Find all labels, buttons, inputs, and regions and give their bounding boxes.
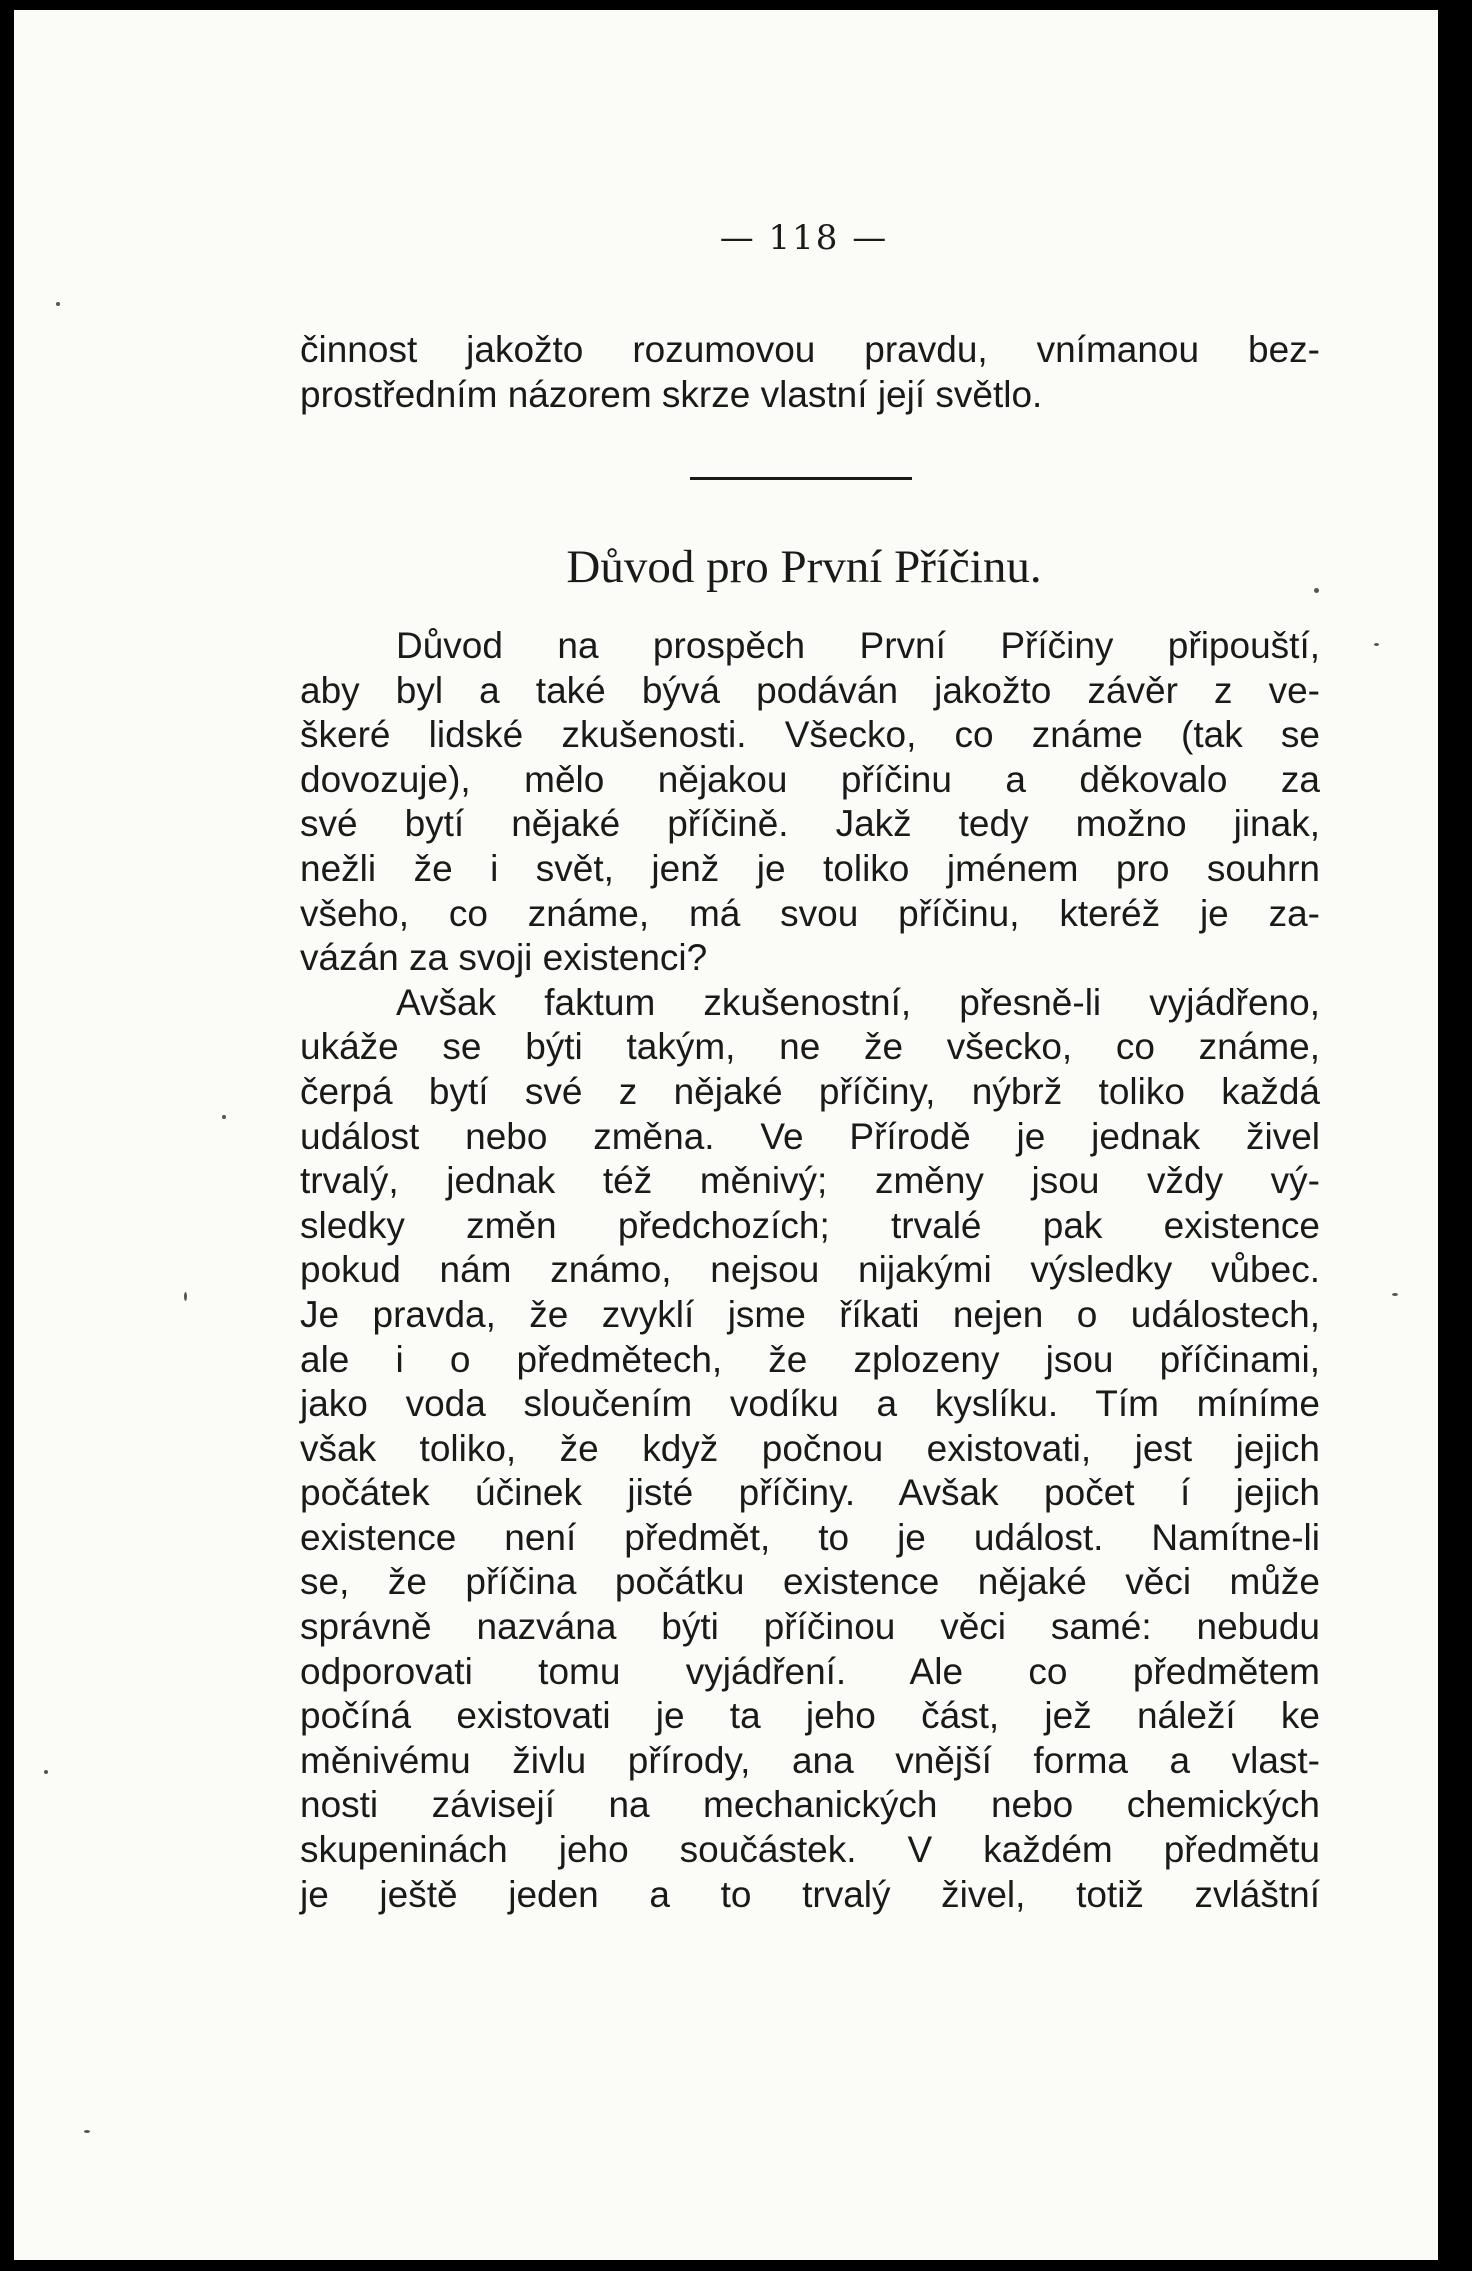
text-line: nosti závisejí na mechanických nebo chemických	[300, 1784, 1320, 1826]
text-line: je ještě jeden a to trvalý živel, totiž zvláštní	[300, 1873, 1320, 1915]
paper-speck	[1314, 588, 1319, 593]
text-line: Avšak faktum zkušenostní, přesně-li vyjádřeno,	[396, 981, 1320, 1023]
text-line: jako voda sloučením vodíku a kyslíku. Tím míníme	[300, 1383, 1320, 1425]
text-line: všeho, co známe, má svou příčinu, kteréž je za-	[300, 892, 1320, 934]
book-page	[14, 10, 1438, 2260]
text-line: trvalý, jednak též měnivý; změny jsou vždy vý-	[300, 1160, 1320, 1202]
text-line: ale i o předmětech, že zplozeny jsou příčinami,	[300, 1338, 1320, 1380]
text-line: se, že příčina počátku existence nějaké věci může	[300, 1561, 1320, 1603]
paper-speck	[1374, 643, 1379, 646]
section-heading: Důvod pro První Příčinu.	[566, 541, 1042, 593]
text-line: odporovati tomu vyjádření. Ale co předmětem	[300, 1650, 1320, 1692]
section-body	[300, 624, 1320, 1917]
text-line: své bytí nějaké příčině. Jakž tedy možno jinak,	[300, 803, 1320, 845]
text-line: Je pravda, že zvyklí jsme říkati nejen o událostech,	[300, 1293, 1320, 1335]
paper-speck	[44, 1770, 48, 1774]
text-line: počíná existovati je ta jeho část, jež náleží ke	[300, 1695, 1320, 1737]
intro-paragraph	[300, 328, 1320, 417]
text-line: však toliko, že když počnou existovati, jest jejich	[300, 1427, 1320, 1469]
text-line: měnivému živlu přírody, ana vnější forma a vlast-	[300, 1739, 1320, 1781]
paragraph-2	[300, 981, 1320, 1917]
paper-speck	[56, 302, 60, 306]
paragraph-1	[300, 624, 1320, 981]
text-line: vázán za svoji existenci?	[300, 937, 708, 979]
text-line: prostředním názorem skrze vlastní její světlo.	[300, 373, 1043, 415]
page-number: — 118 —	[719, 218, 889, 258]
text-line: činnost jakožto rozumovou pravdu, vnímanou bez-	[300, 329, 1320, 370]
text-line: ukáže se býti takým, ne že všecko, co známe,	[300, 1026, 1320, 1068]
text-line: sledky změn předchozích; trvalé pak existence	[300, 1204, 1320, 1246]
text-line: nežli že i svět, jenž je toliko jménem pro souhrn	[300, 847, 1320, 889]
text-line: Důvod na prospěch První Příčiny připouští,	[396, 625, 1320, 666]
paper-speck	[1392, 1293, 1398, 1296]
text-line: počátek účinek jisté příčiny. Avšak počet í jejich	[300, 1472, 1320, 1514]
text-line: správně nazvána býti příčinou věci samé: nebudu	[300, 1606, 1320, 1648]
text-line: aby byl a také bývá podáván jakožto závěr z ve-	[300, 669, 1320, 711]
text-line: pokud nám známo, nejsou nijakými výsledky vůbec.	[300, 1249, 1320, 1291]
paper-speck	[184, 1292, 187, 1301]
text-line: skupeninách jeho součástek. V každém předmětu	[300, 1829, 1320, 1871]
section-divider	[690, 477, 912, 480]
text-line: čerpá bytí své z nějaké příčiny, nýbrž toliko každá	[300, 1070, 1320, 1112]
text-line: dovozuje), mělo nějakou příčinu a děkovalo za	[300, 758, 1320, 800]
text-line: existence není předmět, to je událost. Namítne-li	[300, 1516, 1320, 1558]
paper-speck	[84, 2130, 90, 2133]
paper-speck	[222, 1115, 226, 1119]
text-line: škeré lidské zkušenosti. Všecko, co známe (tak se	[300, 714, 1320, 756]
text-line: událost nebo změna. Ve Přírodě je jednak živel	[300, 1115, 1320, 1157]
